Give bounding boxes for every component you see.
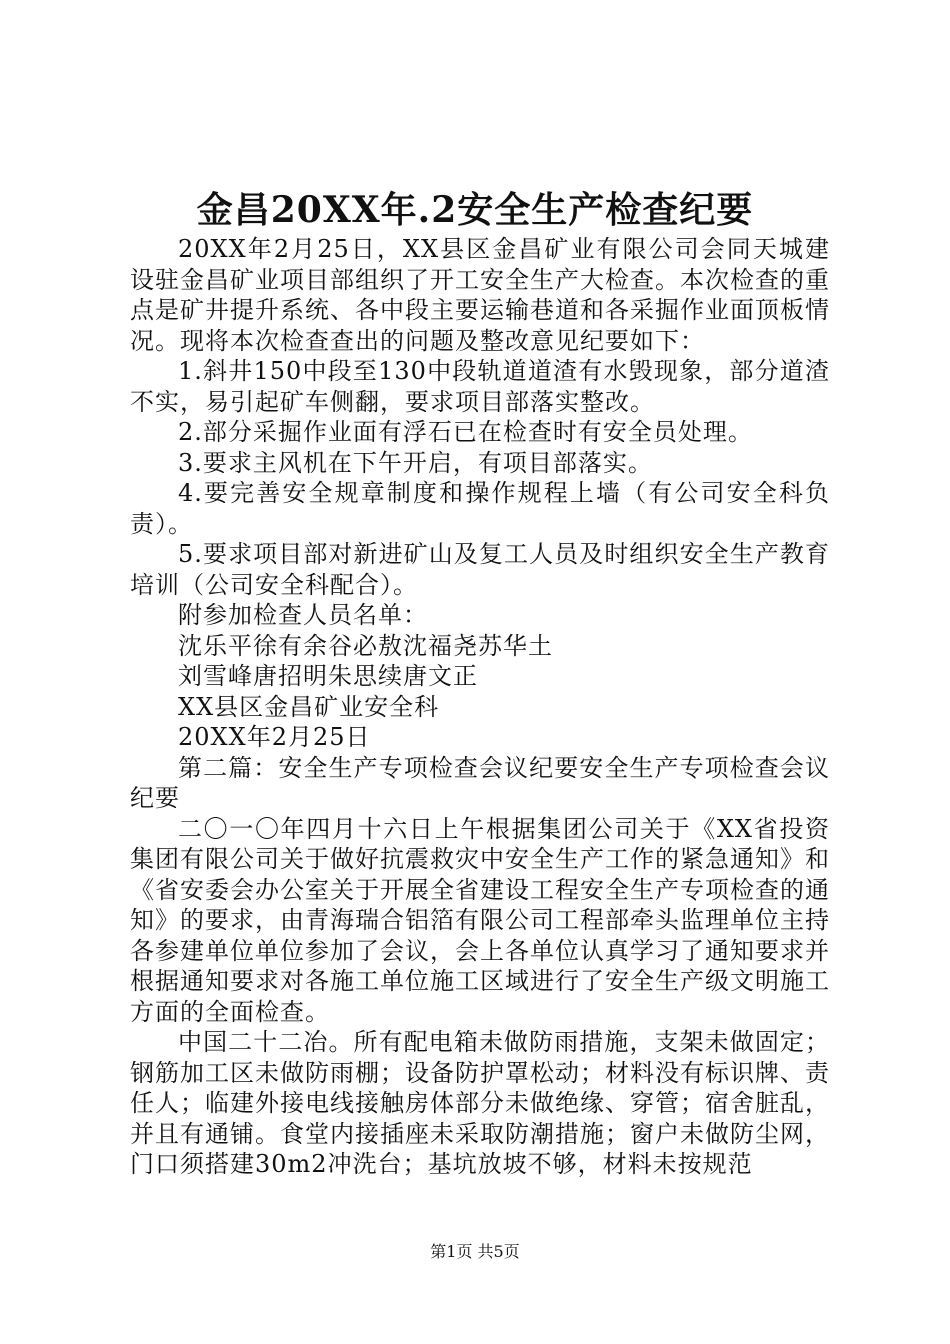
paragraph-signature-org: XX县区金昌矿业安全科	[178, 692, 440, 721]
paragraph-item-4: 4.要完善安全规章制度和操作规程上墙（有公司安全科负责）。	[130, 479, 830, 538]
paragraph-attendees-line-2: 刘雪峰唐招明朱思续唐文正	[178, 662, 478, 690]
paragraph-second-section-body: 二〇一〇年四月十六日上午根据集团公司关于《XX省投资集团有限公司关于做好抗震救灾中安全生产工作的紧急通知》和《省安委会办公室关于开展全省建设工程安全生产专项检查的通知》的要求，由青海瑞合铝箔有限公司工程部牵头监理单位主持各参建单位单位参加了会议，会上各单位认真学习了通知要求并根据通知要求对各施工单位施工区域进行了安全生产级文明施工方面的全面检查。	[130, 814, 830, 1026]
paragraph-item-3: 3.要求主风机在下午开启，有项目部落实。	[178, 448, 653, 477]
document-title: 金昌20XX年.2安全生产检查纪要	[196, 189, 754, 231]
paragraph-signature-date: 20XX年2月25日	[178, 723, 371, 751]
document-body	[130, 234, 830, 1180]
paragraph-item-1: 1.斜井150中段至130中段轨道道渣有水毁现象，部分道渣不实，易引起矿车侧翻，要求项目部落实整改。	[130, 357, 830, 416]
paragraph-second-section-title: 第二篇：安全生产专项检查会议纪要安全生产专项检查会议纪要	[130, 753, 830, 812]
paragraph-intro: 20XX年2月25日，XX县区金昌矿业有限公司会同天城建设驻金昌矿业项目部组织了开工安全生产大检查。本次检查的重点是矿井提升系统、各中段主要运输巷道和各采掘作业面顶板情况。现将本次检查查出的问题及整改意见纪要如下：	[130, 235, 830, 355]
paragraph-item-2: 2.部分采掘作业面有浮石已在检查时有安全员处理。	[178, 418, 753, 446]
page-number-footer: 第1页 共5页	[430, 1242, 520, 1261]
paragraph-inspection-findings: 中国二十二冶。所有配电箱未做防雨措施，支架未做固定；钢筋加工区未做防雨棚；设备防护罩松动；材料没有标识牌、责任人；临建外接电线接触房体部分未做绝缘、穿管；宿舍脏乱，并且有通铺。食堂内接插座未采取防潮措施；窗户未做防尘网，门口须搭建30m2冲洗台；基坑放坡不够，材料未按规范	[130, 1028, 830, 1178]
paragraph-item-5: 5.要求项目部对新进矿山及复工人员及时组织安全生产教育培训（公司安全科配合）。	[130, 540, 830, 599]
paragraph-attendees-line-1: 沈乐平徐有余谷必敖沈福尧苏华土	[178, 631, 553, 660]
paragraph-attendee-heading: 附参加检查人员名单：	[178, 601, 428, 629]
